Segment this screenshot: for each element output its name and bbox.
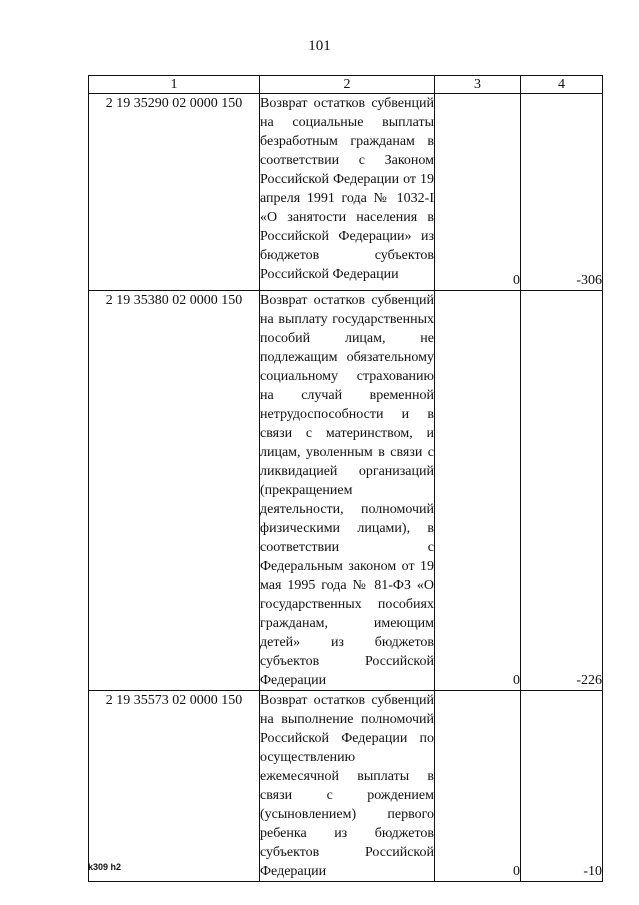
footer-document-code: k309 h2 xyxy=(88,862,122,872)
budget-code-cell: 2 19 35290 02 0000 150 xyxy=(89,94,260,291)
value-col4-cell: -10 xyxy=(521,691,603,882)
table-row xyxy=(89,94,603,291)
value-col4-cell: -226 xyxy=(521,291,603,691)
column-header-1: 1 xyxy=(89,76,260,94)
budget-code-cell: 2 19 35380 02 0000 150 xyxy=(89,291,260,691)
value-col3-cell: 0 xyxy=(435,94,521,291)
page-number: 101 xyxy=(308,38,331,54)
description-cell: Возврат остатков субвенций на социальные выплаты безработным гражданам в соответствии с Законом Российской Федерации от 19 апреля 1991 года № 1032-I «О занятости населения в Российской Федерации» из бюджетов субъектов Российской Федерации xyxy=(260,94,435,291)
value-col4-cell: -306 xyxy=(521,94,603,291)
column-header-4: 4 xyxy=(521,76,603,94)
budget-table xyxy=(88,75,603,882)
column-header-3: 3 xyxy=(435,76,521,94)
table-row xyxy=(89,291,603,691)
table-header-row xyxy=(89,76,603,94)
column-header-2: 2 xyxy=(260,76,435,94)
value-col3-cell: 0 xyxy=(435,691,521,882)
table-row xyxy=(89,691,603,882)
description-cell: Возврат остатков субвенций на выплату государственных пособий лицам, не подлежащим обязательному социальному страхованию на случай временной нетрудоспособности и в связи с материнством, и лицам, уволенным в связи с ликвидацией организаций (прекращением деятельности, полномочий физическими лицами), в соответствии с Федеральным законом от 19 мая 1995 года № 81-ФЗ «О государственных пособиях гражданам, имеющим детей» из бюджетов субъектов Российской Федерации xyxy=(260,291,435,691)
budget-code-cell: 2 19 35573 02 0000 150 xyxy=(89,691,260,882)
description-cell: Возврат остатков субвенций на выполнение полномочий Российской Федерации по осуществлению ежемесячной выплаты в связи с рождением (усыновлением) первого ребенка из бюджетов субъектов Российской Федерации xyxy=(260,691,435,882)
value-col3-cell: 0 xyxy=(435,291,521,691)
